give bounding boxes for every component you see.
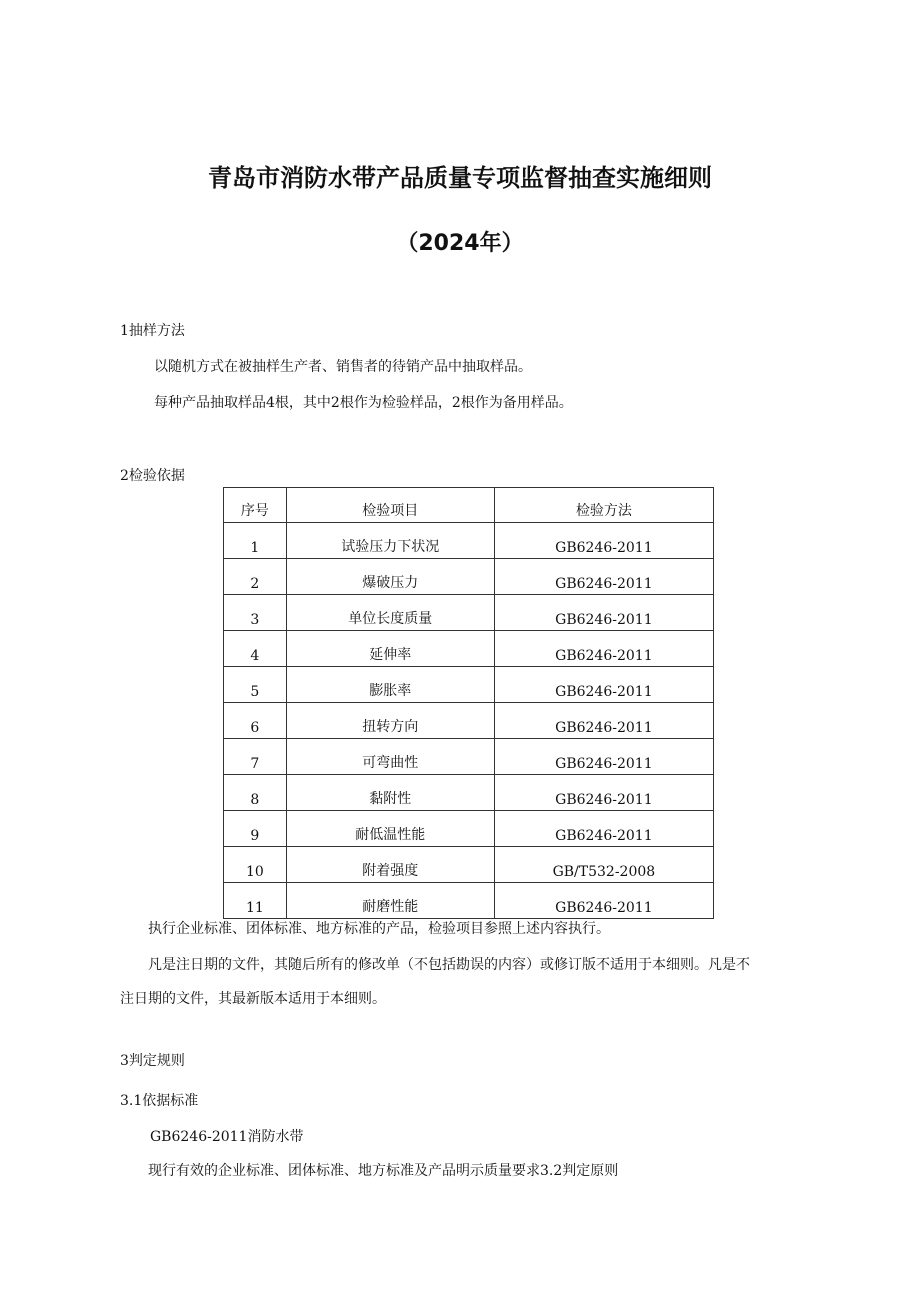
header-index: 序号	[224, 488, 287, 523]
row-index: 6	[224, 703, 287, 739]
row-index: 4	[224, 631, 287, 667]
table-row	[224, 883, 714, 919]
table-row	[224, 559, 714, 595]
row-method: GB6246-2011	[494, 523, 713, 559]
row-method: GB6246-2011	[494, 667, 713, 703]
row-method: GB6246-2011	[494, 559, 713, 595]
section3-heading: 3判定规则	[120, 1053, 185, 1069]
table-row	[224, 847, 714, 883]
standard-reference: GB6246-2011消防水带	[150, 1129, 304, 1145]
row-index: 3	[224, 595, 287, 631]
row-item: 膨胀率	[286, 667, 494, 703]
document-title: 青岛市消防水带产品质量专项监督抽查实施细则	[208, 164, 712, 192]
row-method: GB6246-2011	[494, 631, 713, 667]
section1-heading: 1抽样方法	[120, 323, 185, 339]
section2-heading: 2检验依据	[120, 468, 185, 484]
table-row	[224, 595, 714, 631]
section1-paragraph-1: 以随机方式在被抽样生产者、销售者的待销产品中抽取样品。	[154, 359, 532, 375]
table-row	[224, 631, 714, 667]
row-method: GB6246-2011	[494, 739, 713, 775]
row-method: GB6246-2011	[494, 703, 713, 739]
header-item: 检验项目	[286, 488, 494, 523]
row-method: GB6246-2011	[494, 811, 713, 847]
row-item: 扭转方向	[286, 703, 494, 739]
table-row	[224, 775, 714, 811]
row-index: 8	[224, 775, 287, 811]
row-index: 10	[224, 847, 287, 883]
table-row	[224, 811, 714, 847]
section3-1-heading: 3.1依据标准	[120, 1093, 199, 1109]
table-row	[224, 739, 714, 775]
row-item: 耐低温性能	[286, 811, 494, 847]
row-method: GB6246-2011	[494, 595, 713, 631]
section2-note-1: 执行企业标准、团体标准、地方标准的产品，检验项目参照上述内容执行。	[148, 921, 610, 937]
inspection-items-table	[223, 487, 714, 919]
table-row	[224, 523, 714, 559]
other-standards-text: 现行有效的企业标准、团体标准、地方标准及产品明示质量要求3.2判定原则	[148, 1163, 619, 1179]
row-index: 5	[224, 667, 287, 703]
document-year: （2024年）	[396, 231, 524, 256]
row-item: 附着强度	[286, 847, 494, 883]
row-item: 可弯曲性	[286, 739, 494, 775]
row-item: 耐磨性能	[286, 883, 494, 919]
section2-note-2-line-1: 凡是注日期的文件，其随后所有的修改单（不包括勘误的内容）或修订版不适用于本细则。凡是不	[148, 957, 750, 973]
section1-paragraph-2: 每种产品抽取样品4根，其中2根作为检验样品，2根作为备用样品。	[154, 395, 573, 411]
row-method: GB/T532-2008	[494, 847, 713, 883]
row-index: 1	[224, 523, 287, 559]
row-method: GB6246-2011	[494, 883, 713, 919]
row-index: 2	[224, 559, 287, 595]
table-header-row	[224, 488, 714, 523]
row-index: 9	[224, 811, 287, 847]
row-item: 爆破压力	[286, 559, 494, 595]
row-method: GB6246-2011	[494, 775, 713, 811]
header-method: 检验方法	[494, 488, 713, 523]
row-index: 7	[224, 739, 287, 775]
table-row	[224, 667, 714, 703]
row-item: 黏附性	[286, 775, 494, 811]
row-item: 试验压力下状况	[286, 523, 494, 559]
section2-note-2-line-2: 注日期的文件，其最新版本适用于本细则。	[120, 991, 386, 1007]
row-item: 延伸率	[286, 631, 494, 667]
row-index: 11	[224, 883, 287, 919]
row-item: 单位长度质量	[286, 595, 494, 631]
table-row	[224, 703, 714, 739]
